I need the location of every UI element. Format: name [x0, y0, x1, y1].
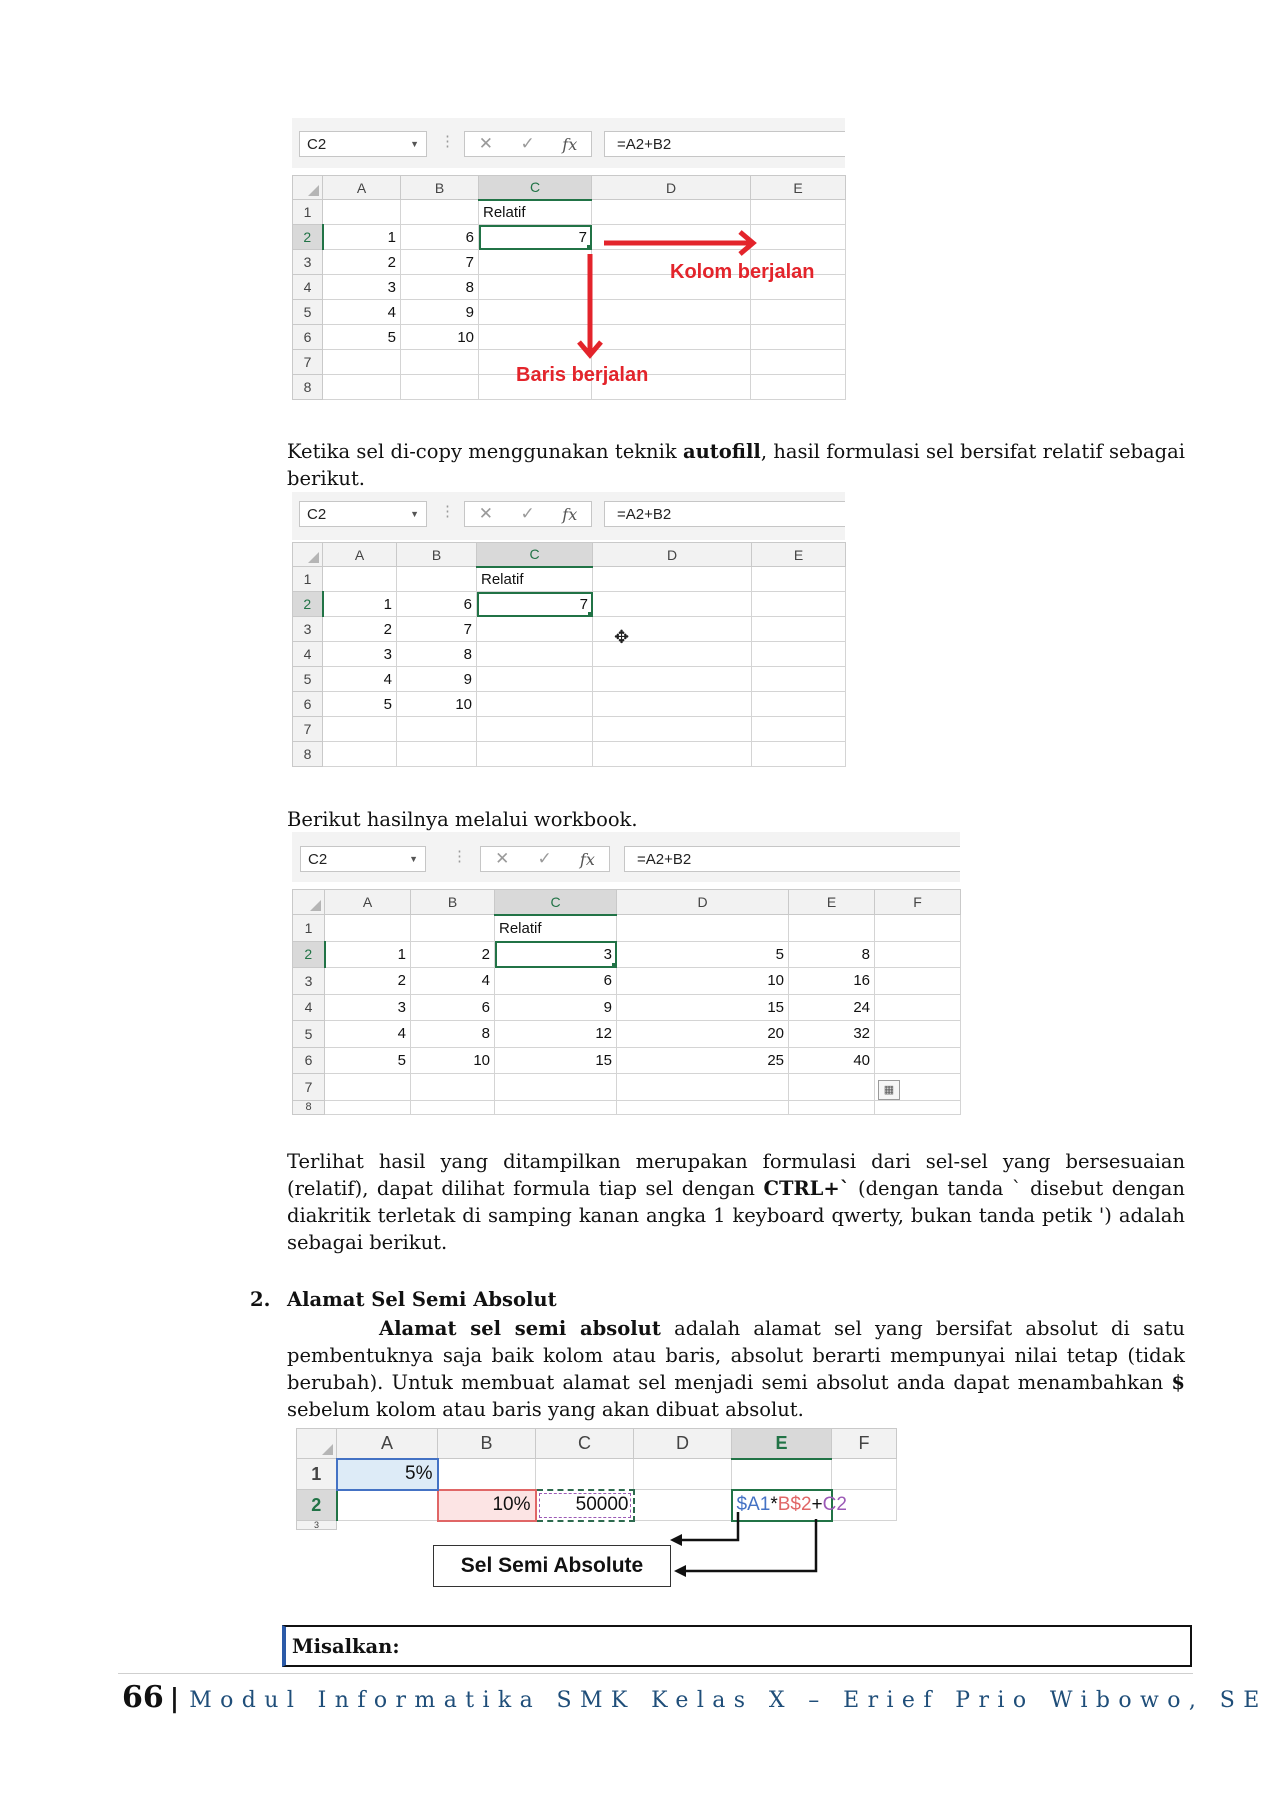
col-header[interactable]: C — [477, 543, 593, 567]
cell[interactable] — [477, 667, 593, 692]
cell[interactable]: 9 — [495, 994, 617, 1021]
formula-text: =A2+B2 — [637, 850, 692, 868]
cell[interactable]: 8 — [411, 1021, 495, 1048]
cell[interactable] — [477, 742, 593, 767]
cell[interactable] — [325, 915, 411, 942]
example-box — [282, 1625, 1192, 1667]
cell[interactable]: 4 — [323, 300, 401, 325]
row-header[interactable]: 4 — [293, 994, 325, 1021]
cell[interactable] — [752, 617, 846, 642]
fill-cursor-icon: ✥ — [614, 627, 630, 648]
cell[interactable]: 4 — [323, 667, 397, 692]
cell[interactable]: 6 — [401, 225, 479, 250]
para3-bold: CTRL+` — [763, 1177, 850, 1200]
row-header[interactable]: 4 — [293, 642, 323, 667]
cell[interactable]: 5 — [323, 325, 401, 350]
formula-text: =A2+B2 — [617, 135, 672, 153]
row-header[interactable]: 2 — [293, 225, 323, 250]
cell[interactable] — [325, 1074, 411, 1101]
cell[interactable]: 1 — [323, 225, 401, 250]
cell[interactable] — [593, 742, 752, 767]
cell[interactable] — [752, 717, 846, 742]
cell[interactable] — [875, 941, 961, 968]
cell[interactable]: 8 — [401, 275, 479, 300]
formula-buttons — [480, 846, 610, 872]
cell[interactable]: 8 — [789, 941, 875, 968]
sheet-grid — [292, 889, 961, 1115]
col-header[interactable]: D — [593, 543, 752, 567]
paragraph-ctrl — [287, 1148, 1185, 1256]
col-header[interactable]: B — [411, 890, 495, 915]
cell[interactable]: 7 — [397, 617, 477, 642]
row-header[interactable]: 3 — [293, 617, 323, 642]
cell[interactable]: 8 — [397, 642, 477, 667]
formula-buttons — [464, 501, 592, 527]
function-icon[interactable]: fx — [562, 134, 578, 154]
cell[interactable]: 3 — [323, 275, 401, 300]
page-number: 66 — [122, 1680, 164, 1715]
excel-screenshot-1 — [292, 118, 845, 410]
cell[interactable] — [477, 642, 593, 667]
row-header[interactable]: 2 — [293, 941, 325, 968]
cell[interactable] — [875, 968, 961, 995]
paragraph-semi-absolut — [287, 1315, 1185, 1423]
col-header[interactable]: B — [401, 176, 479, 200]
section-text-b: sebelum kolom atau baris yang akan dibuat absolut. — [287, 1398, 804, 1421]
cell[interactable]: 10 — [411, 1047, 495, 1074]
cell[interactable] — [495, 1074, 617, 1101]
cell[interactable] — [477, 717, 593, 742]
confirm-icon[interactable]: ✓ — [520, 134, 535, 153]
col-header[interactable]: A — [325, 890, 411, 915]
cell[interactable]: Relatif — [495, 915, 617, 942]
formula-bar — [292, 832, 960, 882]
callout-label: Sel Semi Absolute — [460, 1554, 644, 1577]
para3-text-a: Terlihat hasil yang ditampilkan merupakan formulasi dari sel-sel yang bersesuaian (relatif), dapat dilihat formula tiap sel dengan — [287, 1150, 1185, 1200]
cell[interactable]: Relatif — [479, 200, 592, 225]
col-header[interactable]: E — [732, 1429, 832, 1459]
cancel-icon[interactable]: ✕ — [478, 134, 493, 153]
row-header[interactable]: 8 — [293, 742, 323, 767]
cell[interactable] — [323, 717, 397, 742]
callout-arrowhead-b — [674, 1565, 686, 1577]
name-box-value: C2 — [307, 505, 327, 523]
cell[interactable] — [323, 567, 397, 592]
cell[interactable]: 15 — [617, 994, 789, 1021]
cell[interactable] — [752, 692, 846, 717]
cell[interactable]: 2 — [323, 617, 397, 642]
excel-screenshot-2 — [292, 492, 845, 777]
para3-text-b: (dengan tanda ` disebut dengan diakritik terletak di samping kanan angka 1 keyboard qwerty, bukan tanda petik ') adalah sebagai berikut. — [287, 1177, 1185, 1254]
cell[interactable]: 4 — [411, 968, 495, 995]
row-header[interactable]: 6 — [293, 692, 323, 717]
row-header[interactable]: 5 — [293, 1021, 325, 1048]
col-header[interactable]: F — [832, 1429, 897, 1459]
cell[interactable]: 2 — [411, 941, 495, 968]
col-header[interactable]: A — [337, 1429, 438, 1459]
sheet-grid — [292, 542, 846, 767]
cell-c2[interactable]: 50000 — [536, 1490, 634, 1521]
section-text-a: adalah alamat sel yang bersifat absolut di satu pembentuknya saja baik kolom atau baris, absolut berarti mempunyai nilai tetap (tidak berubah). Untuk membuat alamat sel menjadi semi absolut anda dapat menambahkan — [287, 1317, 1185, 1394]
para1-bold: autofill — [682, 440, 761, 463]
cell[interactable]: 5 — [323, 692, 397, 717]
col-header[interactable]: B — [438, 1429, 536, 1459]
paragraph-autofill — [287, 438, 1185, 492]
cell[interactable]: 9 — [397, 667, 477, 692]
cell-a1[interactable]: 5% — [337, 1459, 438, 1490]
cell[interactable] — [752, 592, 846, 617]
cell[interactable]: Relatif — [477, 567, 593, 592]
cell[interactable]: 9 — [401, 300, 479, 325]
formula-bar — [292, 492, 845, 540]
cell[interactable]: 2 — [325, 968, 411, 995]
formula-ref-c: C2 — [822, 1494, 847, 1515]
chevron-down-icon[interactable]: ▼ — [410, 139, 419, 149]
section-bold-lead: Alamat sel semi absolut — [379, 1317, 661, 1340]
para1-text-a: Ketika sel di-copy menggunakan teknik — [287, 440, 683, 463]
function-icon[interactable]: fx — [579, 849, 595, 869]
formula-text: =A2+B2 — [617, 505, 672, 523]
cell[interactable] — [875, 1047, 961, 1074]
cell[interactable] — [752, 742, 846, 767]
annotation-kolom-berjalan: Kolom berjalan — [670, 261, 815, 283]
col-header[interactable]: D — [634, 1429, 732, 1459]
cell[interactable]: 6 — [495, 968, 617, 995]
col-header[interactable]: E — [751, 176, 846, 200]
cell[interactable] — [411, 1100, 495, 1114]
cell[interactable] — [593, 717, 752, 742]
col-header[interactable]: F — [875, 890, 961, 915]
cell[interactable]: 12 — [495, 1021, 617, 1048]
cancel-icon[interactable]: ✕ — [495, 849, 510, 868]
col-header[interactable]: A — [323, 543, 397, 567]
col-header[interactable]: C — [479, 176, 592, 200]
formula-operator-plus: + — [811, 1494, 823, 1515]
cell-b2[interactable]: 10% — [438, 1490, 536, 1521]
cell[interactable]: 10 — [397, 692, 477, 717]
chevron-down-icon[interactable]: ▼ — [410, 509, 419, 519]
cell[interactable] — [617, 1074, 789, 1101]
footer-title: Modul Informatika SMK Kelas X – Erief Prio Wibowo, SE — [189, 1688, 1268, 1713]
cell[interactable] — [875, 915, 961, 942]
cell[interactable]: 15 — [495, 1047, 617, 1074]
cell[interactable] — [752, 642, 846, 667]
row-header[interactable]: 7 — [293, 717, 323, 742]
footer-divider — [118, 1673, 1193, 1674]
select-all-corner[interactable] — [293, 890, 325, 915]
formula-input[interactable] — [624, 846, 960, 872]
col-header[interactable]: B — [397, 543, 477, 567]
callout-line-b — [684, 1519, 816, 1571]
name-box[interactable] — [300, 846, 426, 872]
name-box-value: C2 — [308, 850, 328, 868]
section-title: Alamat Sel Semi Absolut — [287, 1288, 557, 1311]
select-all-corner[interactable] — [293, 543, 323, 567]
cell[interactable]: 3 — [325, 994, 411, 1021]
col-header[interactable]: D — [592, 176, 751, 200]
callout-label-box — [433, 1545, 671, 1587]
cell[interactable] — [325, 1100, 411, 1114]
cell[interactable] — [875, 994, 961, 1021]
cell[interactable] — [323, 742, 397, 767]
formula-ref-a: $A1 — [736, 1494, 771, 1515]
col-header[interactable]: C — [495, 890, 617, 915]
formula-ref-b: B$2 — [777, 1494, 812, 1515]
cell[interactable]: 7 — [401, 250, 479, 275]
row-header[interactable]: 6 — [293, 325, 323, 350]
confirm-icon[interactable]: ✓ — [537, 849, 552, 868]
row-header[interactable]: 1 — [297, 1459, 337, 1490]
cell[interactable]: 16 — [789, 968, 875, 995]
cell[interactable] — [752, 567, 846, 592]
cell[interactable] — [789, 1100, 875, 1114]
row-header[interactable]: 1 — [293, 567, 323, 592]
more-options-icon: ⋮ — [452, 848, 467, 865]
col-header[interactable]: E — [752, 543, 846, 567]
cell[interactable]: 20 — [617, 1021, 789, 1048]
formula-input[interactable] — [604, 501, 845, 527]
row-header[interactable]: 4 — [293, 275, 323, 300]
cell[interactable]: 5 — [617, 941, 789, 968]
row-header[interactable]: 5 — [293, 300, 323, 325]
row-header[interactable]: 3 — [293, 968, 325, 995]
active-cell[interactable]: 7 — [479, 225, 592, 250]
cell[interactable]: 32 — [789, 1021, 875, 1048]
row-header[interactable]: 3 — [297, 1521, 337, 1530]
function-icon[interactable]: fx — [562, 504, 578, 524]
cell[interactable] — [789, 1074, 875, 1101]
cell[interactable] — [593, 567, 752, 592]
confirm-icon[interactable]: ✓ — [520, 504, 535, 523]
active-cell[interactable]: 7 — [477, 592, 593, 617]
row-header[interactable]: 8 — [293, 375, 323, 400]
cell[interactable]: 40 — [789, 1047, 875, 1074]
cell[interactable] — [397, 567, 477, 592]
excel-screenshot-3 — [292, 832, 960, 1125]
cell[interactable]: 5 — [325, 1047, 411, 1074]
cell[interactable] — [411, 915, 495, 942]
annotation-baris-berjalan: Baris berjalan — [516, 364, 649, 386]
row-header[interactable]: 1 — [293, 915, 325, 942]
more-options-icon: ⋮ — [440, 503, 455, 520]
name-box[interactable] — [299, 501, 427, 527]
row-header[interactable]: 2 — [297, 1490, 337, 1521]
cell[interactable]: 10 — [401, 325, 479, 350]
cancel-icon[interactable]: ✕ — [478, 504, 493, 523]
cell[interactable]: 3 — [323, 642, 397, 667]
more-options-icon: ⋮ — [440, 133, 455, 150]
chevron-down-icon[interactable]: ▼ — [409, 854, 418, 864]
callout-line-a — [680, 1512, 738, 1540]
cell[interactable]: 4 — [325, 1021, 411, 1048]
col-header[interactable]: D — [617, 890, 789, 915]
cell[interactable] — [617, 1100, 789, 1114]
autofill-options-icon[interactable]: ▦ — [878, 1080, 900, 1100]
cell[interactable]: 24 — [789, 994, 875, 1021]
row-header[interactable]: 1 — [293, 200, 323, 225]
cell[interactable] — [875, 1100, 961, 1114]
cell[interactable] — [875, 1021, 961, 1048]
cell[interactable] — [789, 915, 875, 942]
row-header[interactable]: 8 — [293, 1100, 325, 1114]
col-header[interactable]: E — [789, 890, 875, 915]
cell[interactable]: 10 — [617, 968, 789, 995]
cell[interactable]: 25 — [617, 1047, 789, 1074]
row-header[interactable]: 3 — [293, 250, 323, 275]
cell[interactable] — [477, 692, 593, 717]
cell[interactable] — [477, 617, 593, 642]
paragraph-workbook: Berikut hasilnya melalui workbook. — [287, 808, 638, 831]
row-header[interactable]: 7 — [293, 350, 323, 375]
cell[interactable]: 2 — [323, 250, 401, 275]
cell[interactable] — [411, 1074, 495, 1101]
cell[interactable] — [593, 592, 752, 617]
example-box-label: Misalkan: — [292, 1634, 400, 1658]
callout-arrowhead-a — [670, 1534, 682, 1546]
row-header[interactable]: 6 — [293, 1047, 325, 1074]
cell[interactable]: 6 — [411, 994, 495, 1021]
cell[interactable] — [593, 667, 752, 692]
cell[interactable]: 1 — [323, 592, 397, 617]
footer-separator: | — [169, 1684, 180, 1714]
row-header[interactable]: 7 — [293, 1074, 325, 1101]
col-header[interactable]: A — [323, 176, 401, 200]
active-cell[interactable]: 3 — [495, 941, 617, 968]
cell[interactable] — [752, 667, 846, 692]
cell[interactable] — [593, 692, 752, 717]
page-footer — [122, 1680, 1268, 1715]
cell[interactable] — [397, 742, 477, 767]
para1-text-b: , hasil formulasi sel bersifat relatif sebagai berikut. — [287, 440, 1185, 490]
name-box-value: C2 — [307, 135, 327, 153]
cell[interactable] — [397, 717, 477, 742]
cell[interactable] — [617, 915, 789, 942]
cell[interactable]: 6 — [397, 592, 477, 617]
row-header[interactable]: 2 — [293, 592, 323, 617]
section-bold-dollar: $ — [1171, 1371, 1185, 1394]
section-number: 2. — [250, 1288, 271, 1311]
col-header[interactable]: C — [536, 1429, 634, 1459]
formula-operator-times: * — [770, 1494, 778, 1515]
excel-screenshot-4 — [296, 1428, 896, 1588]
cell[interactable] — [495, 1100, 617, 1114]
cell[interactable]: 1 — [325, 941, 411, 968]
row-header[interactable]: 5 — [293, 667, 323, 692]
